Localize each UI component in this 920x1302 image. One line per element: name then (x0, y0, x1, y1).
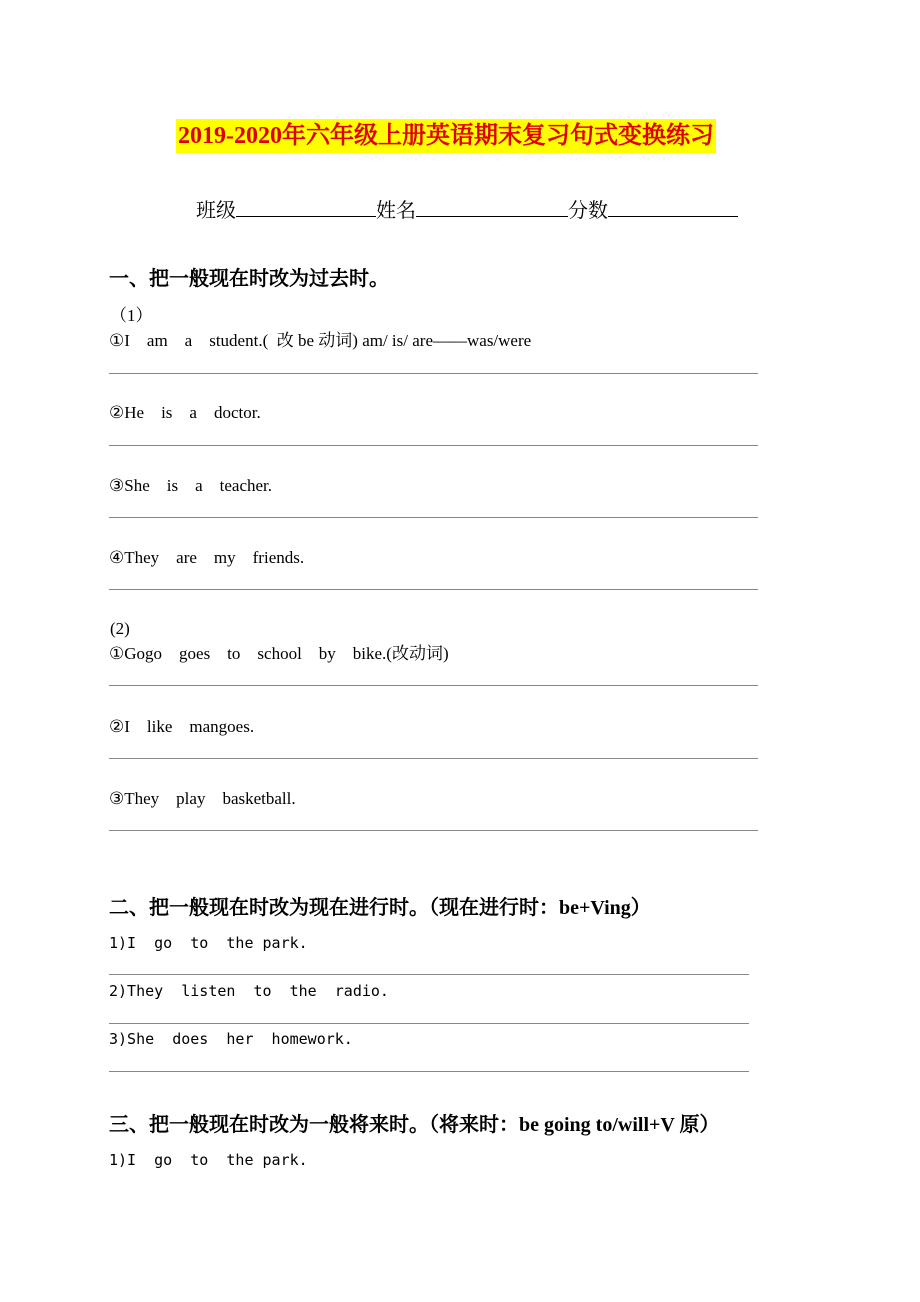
question-item: ④They are my friends. (109, 548, 305, 567)
section-2-heading: 二、把一般现在时改为现在进行时。（现在进行时：be+Ving） (109, 897, 651, 919)
answer-line[interactable] (109, 445, 758, 446)
answer-line[interactable] (109, 685, 758, 686)
class-label: 班级 (196, 200, 236, 222)
name-label: 姓名 (376, 200, 416, 222)
question-item: 1)I go to the park. (109, 1151, 308, 1169)
answer-line[interactable] (109, 758, 758, 759)
question-item: ②I like mangoes. (109, 717, 255, 736)
part-1-label: （1） (110, 306, 153, 325)
part-2-label: (2) (110, 619, 130, 638)
question-item: ①Gogo goes to school by bike.(改动词) (109, 644, 449, 663)
question-item: 2)They listen to the radio. (109, 982, 389, 1000)
page-title: 2019-2020年六年级上册英语期末复习句式变换练习 (176, 119, 716, 153)
section-3-heading: 三、把一般现在时改为一般将来时。（将来时：be going to/will+V 原） (109, 1114, 720, 1136)
question-item: 3)She does her homework. (109, 1030, 353, 1048)
question-item: 1)I go to the park. (109, 934, 308, 952)
question-item: ③They play basketball. (109, 789, 296, 808)
answer-line[interactable] (109, 974, 749, 975)
class-blank[interactable] (236, 196, 376, 217)
answer-line[interactable] (109, 1023, 749, 1024)
score-label: 分数 (568, 200, 608, 222)
question-item: ②He is a doctor. (109, 403, 261, 422)
answer-line[interactable] (109, 517, 758, 518)
answer-line[interactable] (109, 830, 758, 831)
answer-line[interactable] (109, 1071, 749, 1072)
question-item: ①I am a student.( 改 be 动词) am/ is/ are——was/were (109, 331, 532, 350)
answer-line[interactable] (109, 589, 758, 590)
name-blank[interactable] (416, 196, 568, 217)
question-item: ③She is a teacher. (109, 476, 273, 495)
score-blank[interactable] (608, 196, 738, 217)
answer-line[interactable] (109, 373, 758, 374)
student-info-row (186, 170, 738, 224)
section-1-heading: 一、把一般现在时改为过去时。 (109, 268, 389, 290)
